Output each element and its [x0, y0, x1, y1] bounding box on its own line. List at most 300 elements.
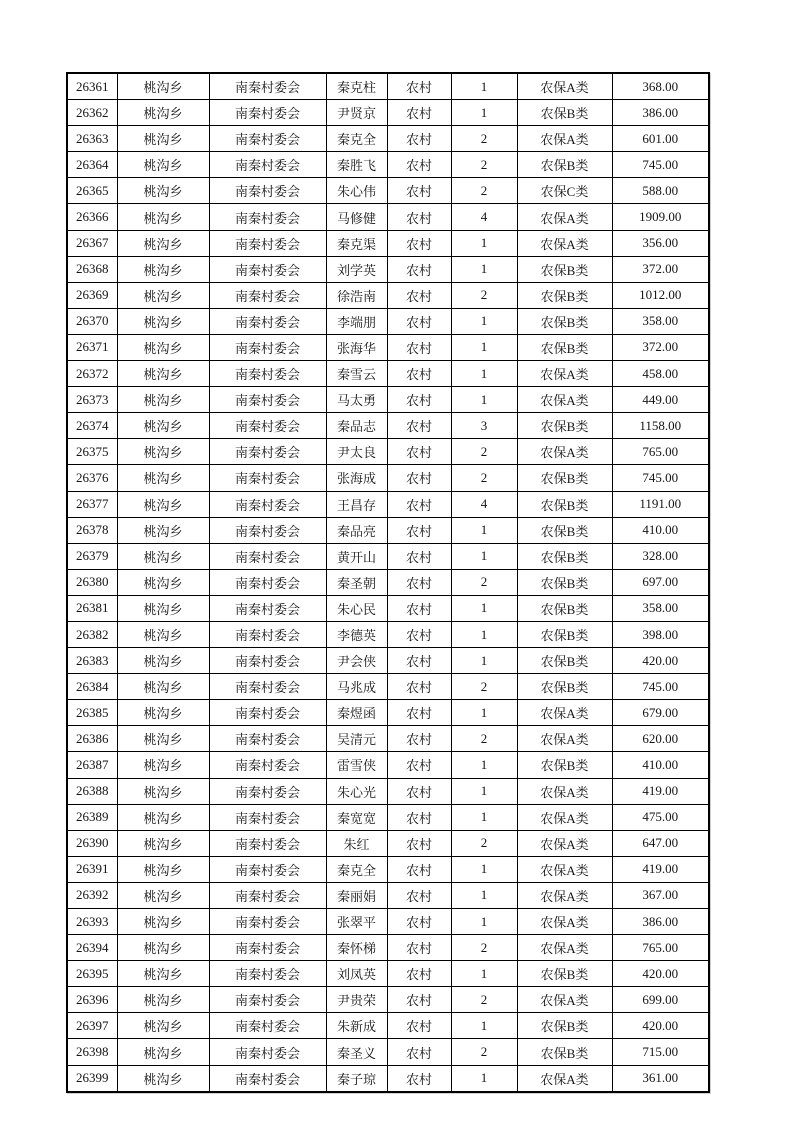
table-row [67, 987, 709, 1013]
cell-residence-type: 农村 [387, 752, 451, 778]
table-row [67, 413, 709, 439]
cell-record-id: 26390 [67, 830, 117, 856]
cell-village-committee: 南秦村委会 [209, 778, 326, 804]
cell-amount: 367.00 [612, 882, 709, 908]
cell-residence-type: 农村 [387, 726, 451, 752]
cell-person-name: 雷雪侠 [326, 752, 387, 778]
cell-amount: 420.00 [612, 1013, 709, 1039]
cell-township: 桃沟乡 [117, 961, 209, 987]
table-row [67, 308, 709, 334]
cell-amount: 419.00 [612, 778, 709, 804]
cell-residence-type: 农村 [387, 621, 451, 647]
cell-township: 桃沟乡 [117, 517, 209, 543]
cell-person-count: 2 [451, 674, 517, 700]
cell-person-count: 1 [451, 73, 517, 100]
cell-person-count: 1 [451, 621, 517, 647]
cell-record-id: 26399 [67, 1065, 117, 1092]
cell-residence-type: 农村 [387, 595, 451, 621]
cell-record-id: 26398 [67, 1039, 117, 1065]
cell-residence-type: 农村 [387, 648, 451, 674]
cell-village-committee: 南秦村委会 [209, 621, 326, 647]
table-row [67, 126, 709, 152]
cell-residence-type: 农村 [387, 830, 451, 856]
cell-insurance-category: 农保B类 [517, 465, 612, 491]
cell-insurance-category: 农保B类 [517, 961, 612, 987]
cell-village-committee: 南秦村委会 [209, 700, 326, 726]
cell-person-name: 秦克全 [326, 856, 387, 882]
cell-township: 桃沟乡 [117, 830, 209, 856]
cell-record-id: 26396 [67, 987, 117, 1013]
cell-residence-type: 农村 [387, 387, 451, 413]
cell-village-committee: 南秦村委会 [209, 387, 326, 413]
cell-amount: 1012.00 [612, 282, 709, 308]
cell-insurance-category: 农保B类 [517, 1039, 612, 1065]
cell-township: 桃沟乡 [117, 882, 209, 908]
cell-residence-type: 农村 [387, 569, 451, 595]
cell-residence-type: 农村 [387, 152, 451, 178]
cell-person-name: 黄开山 [326, 543, 387, 569]
cell-record-id: 26386 [67, 726, 117, 752]
cell-person-name: 尹太良 [326, 439, 387, 465]
cell-insurance-category: 农保A类 [517, 439, 612, 465]
cell-record-id: 26371 [67, 334, 117, 360]
cell-insurance-category: 农保B类 [517, 308, 612, 334]
cell-village-committee: 南秦村委会 [209, 752, 326, 778]
cell-amount: 386.00 [612, 100, 709, 126]
cell-village-committee: 南秦村委会 [209, 595, 326, 621]
cell-township: 桃沟乡 [117, 648, 209, 674]
cell-insurance-category: 农保B类 [517, 334, 612, 360]
cell-person-name: 秦煜函 [326, 700, 387, 726]
cell-person-count: 2 [451, 1039, 517, 1065]
cell-residence-type: 农村 [387, 334, 451, 360]
cell-record-id: 26389 [67, 804, 117, 830]
cell-insurance-category: 农保A类 [517, 882, 612, 908]
cell-residence-type: 农村 [387, 100, 451, 126]
cell-insurance-category: 农保A类 [517, 204, 612, 230]
cell-township: 桃沟乡 [117, 1013, 209, 1039]
cell-person-name: 王昌存 [326, 491, 387, 517]
cell-township: 桃沟乡 [117, 909, 209, 935]
cell-amount: 475.00 [612, 804, 709, 830]
cell-insurance-category: 农保B类 [517, 152, 612, 178]
cell-person-count: 1 [451, 961, 517, 987]
cell-residence-type: 农村 [387, 961, 451, 987]
cell-person-count: 2 [451, 726, 517, 752]
cell-residence-type: 农村 [387, 1065, 451, 1092]
cell-insurance-category: 农保B类 [517, 413, 612, 439]
cell-amount: 679.00 [612, 700, 709, 726]
cell-insurance-category: 农保A类 [517, 830, 612, 856]
table-row [67, 100, 709, 126]
cell-amount: 1909.00 [612, 204, 709, 230]
cell-township: 桃沟乡 [117, 491, 209, 517]
cell-township: 桃沟乡 [117, 700, 209, 726]
cell-insurance-category: 农保A类 [517, 804, 612, 830]
cell-amount: 745.00 [612, 465, 709, 491]
cell-amount: 745.00 [612, 152, 709, 178]
cell-township: 桃沟乡 [117, 752, 209, 778]
cell-record-id: 26387 [67, 752, 117, 778]
cell-township: 桃沟乡 [117, 935, 209, 961]
cell-record-id: 26365 [67, 178, 117, 204]
cell-village-committee: 南秦村委会 [209, 726, 326, 752]
table-row [67, 361, 709, 387]
cell-village-committee: 南秦村委会 [209, 856, 326, 882]
cell-record-id: 26383 [67, 648, 117, 674]
cell-insurance-category: 农保B类 [517, 100, 612, 126]
cell-insurance-category: 农保B类 [517, 256, 612, 282]
cell-village-committee: 南秦村委会 [209, 648, 326, 674]
cell-person-name: 秦品志 [326, 413, 387, 439]
cell-village-committee: 南秦村委会 [209, 543, 326, 569]
cell-record-id: 26376 [67, 465, 117, 491]
cell-amount: 715.00 [612, 1039, 709, 1065]
table-row [67, 569, 709, 595]
cell-person-name: 秦子琼 [326, 1065, 387, 1092]
cell-village-committee: 南秦村委会 [209, 308, 326, 334]
table-row [67, 595, 709, 621]
table-row [67, 465, 709, 491]
table-row [67, 882, 709, 908]
table-row [67, 178, 709, 204]
cell-person-name: 朱心光 [326, 778, 387, 804]
cell-insurance-category: 农保A类 [517, 778, 612, 804]
cell-residence-type: 农村 [387, 126, 451, 152]
cell-person-count: 1 [451, 1065, 517, 1092]
cell-amount: 1191.00 [612, 491, 709, 517]
cell-person-name: 朱新成 [326, 1013, 387, 1039]
cell-insurance-category: 农保B类 [517, 674, 612, 700]
cell-township: 桃沟乡 [117, 256, 209, 282]
cell-amount: 588.00 [612, 178, 709, 204]
cell-township: 桃沟乡 [117, 204, 209, 230]
cell-insurance-category: 农保B类 [517, 543, 612, 569]
cell-insurance-category: 农保C类 [517, 178, 612, 204]
table-row [67, 282, 709, 308]
cell-residence-type: 农村 [387, 308, 451, 334]
cell-person-name: 张翠平 [326, 909, 387, 935]
cell-amount: 620.00 [612, 726, 709, 752]
table-row [67, 648, 709, 674]
cell-person-name: 尹贤京 [326, 100, 387, 126]
cell-amount: 358.00 [612, 308, 709, 334]
cell-village-committee: 南秦村委会 [209, 830, 326, 856]
cell-person-count: 2 [451, 987, 517, 1013]
cell-person-count: 1 [451, 648, 517, 674]
cell-insurance-category: 农保B类 [517, 752, 612, 778]
benefits-table [66, 72, 710, 1093]
table-row [67, 961, 709, 987]
cell-person-count: 2 [451, 935, 517, 961]
cell-township: 桃沟乡 [117, 465, 209, 491]
cell-township: 桃沟乡 [117, 387, 209, 413]
cell-village-committee: 南秦村委会 [209, 961, 326, 987]
cell-person-count: 4 [451, 491, 517, 517]
cell-person-count: 1 [451, 804, 517, 830]
cell-amount: 647.00 [612, 830, 709, 856]
cell-village-committee: 南秦村委会 [209, 674, 326, 700]
cell-record-id: 26377 [67, 491, 117, 517]
table-row [67, 700, 709, 726]
cell-person-count: 1 [451, 256, 517, 282]
cell-township: 桃沟乡 [117, 1065, 209, 1092]
cell-village-committee: 南秦村委会 [209, 334, 326, 360]
cell-record-id: 26370 [67, 308, 117, 334]
cell-person-count: 1 [451, 100, 517, 126]
cell-record-id: 26394 [67, 935, 117, 961]
cell-residence-type: 农村 [387, 935, 451, 961]
cell-person-name: 马太勇 [326, 387, 387, 413]
cell-person-name: 秦品亮 [326, 517, 387, 543]
cell-residence-type: 农村 [387, 674, 451, 700]
cell-record-id: 26388 [67, 778, 117, 804]
table-row [67, 491, 709, 517]
cell-record-id: 26363 [67, 126, 117, 152]
cell-insurance-category: 农保A类 [517, 73, 612, 100]
cell-person-name: 刘凤英 [326, 961, 387, 987]
cell-village-committee: 南秦村委会 [209, 100, 326, 126]
cell-insurance-category: 农保B类 [517, 1013, 612, 1039]
cell-person-count: 2 [451, 126, 517, 152]
cell-record-id: 26361 [67, 73, 117, 100]
cell-person-name: 秦雪云 [326, 361, 387, 387]
cell-residence-type: 农村 [387, 1039, 451, 1065]
cell-village-committee: 南秦村委会 [209, 882, 326, 908]
cell-village-committee: 南秦村委会 [209, 126, 326, 152]
cell-amount: 765.00 [612, 935, 709, 961]
cell-person-count: 1 [451, 361, 517, 387]
cell-residence-type: 农村 [387, 413, 451, 439]
cell-record-id: 26385 [67, 700, 117, 726]
cell-village-committee: 南秦村委会 [209, 282, 326, 308]
cell-person-name: 刘学英 [326, 256, 387, 282]
cell-person-count: 2 [451, 178, 517, 204]
cell-township: 桃沟乡 [117, 73, 209, 100]
table-row [67, 935, 709, 961]
cell-township: 桃沟乡 [117, 413, 209, 439]
table-row [67, 73, 709, 100]
cell-residence-type: 农村 [387, 204, 451, 230]
cell-township: 桃沟乡 [117, 230, 209, 256]
cell-residence-type: 农村 [387, 439, 451, 465]
cell-record-id: 26393 [67, 909, 117, 935]
cell-township: 桃沟乡 [117, 674, 209, 700]
cell-village-committee: 南秦村委会 [209, 517, 326, 543]
cell-insurance-category: 农保B类 [517, 648, 612, 674]
cell-village-committee: 南秦村委会 [209, 491, 326, 517]
cell-village-committee: 南秦村委会 [209, 987, 326, 1013]
cell-amount: 601.00 [612, 126, 709, 152]
cell-amount: 410.00 [612, 517, 709, 543]
cell-township: 桃沟乡 [117, 308, 209, 334]
cell-record-id: 26384 [67, 674, 117, 700]
table-row [67, 204, 709, 230]
cell-village-committee: 南秦村委会 [209, 152, 326, 178]
table-row [67, 778, 709, 804]
cell-person-name: 张海华 [326, 334, 387, 360]
table-row [67, 1013, 709, 1039]
cell-person-name: 秦宽宽 [326, 804, 387, 830]
cell-residence-type: 农村 [387, 465, 451, 491]
cell-record-id: 26367 [67, 230, 117, 256]
cell-village-committee: 南秦村委会 [209, 230, 326, 256]
cell-person-name: 秦胜飞 [326, 152, 387, 178]
cell-amount: 458.00 [612, 361, 709, 387]
cell-person-count: 4 [451, 204, 517, 230]
cell-residence-type: 农村 [387, 804, 451, 830]
cell-insurance-category: 农保B类 [517, 491, 612, 517]
cell-person-count: 2 [451, 152, 517, 178]
table-row [67, 856, 709, 882]
cell-person-count: 1 [451, 517, 517, 543]
cell-residence-type: 农村 [387, 517, 451, 543]
cell-township: 桃沟乡 [117, 334, 209, 360]
cell-person-name: 秦圣朝 [326, 569, 387, 595]
cell-amount: 398.00 [612, 621, 709, 647]
cell-amount: 420.00 [612, 961, 709, 987]
table-row [67, 1065, 709, 1092]
cell-amount: 361.00 [612, 1065, 709, 1092]
table-row [67, 726, 709, 752]
cell-insurance-category: 农保A类 [517, 1065, 612, 1092]
cell-record-id: 26397 [67, 1013, 117, 1039]
cell-person-name: 秦克渠 [326, 230, 387, 256]
cell-village-committee: 南秦村委会 [209, 178, 326, 204]
cell-village-committee: 南秦村委会 [209, 361, 326, 387]
cell-amount: 420.00 [612, 648, 709, 674]
cell-person-count: 1 [451, 1013, 517, 1039]
cell-record-id: 26375 [67, 439, 117, 465]
cell-residence-type: 农村 [387, 361, 451, 387]
cell-person-count: 1 [451, 595, 517, 621]
table-row [67, 752, 709, 778]
cell-village-committee: 南秦村委会 [209, 1013, 326, 1039]
cell-person-count: 1 [451, 308, 517, 334]
cell-township: 桃沟乡 [117, 152, 209, 178]
cell-person-name: 秦克柱 [326, 73, 387, 100]
cell-village-committee: 南秦村委会 [209, 909, 326, 935]
cell-residence-type: 农村 [387, 178, 451, 204]
table-row [67, 256, 709, 282]
cell-residence-type: 农村 [387, 73, 451, 100]
cell-township: 桃沟乡 [117, 1039, 209, 1065]
cell-village-committee: 南秦村委会 [209, 413, 326, 439]
table-row [67, 621, 709, 647]
cell-insurance-category: 农保A类 [517, 126, 612, 152]
cell-insurance-category: 农保A类 [517, 935, 612, 961]
cell-residence-type: 农村 [387, 987, 451, 1013]
cell-residence-type: 农村 [387, 543, 451, 569]
cell-insurance-category: 农保B类 [517, 282, 612, 308]
cell-insurance-category: 农保B类 [517, 517, 612, 543]
cell-township: 桃沟乡 [117, 621, 209, 647]
cell-residence-type: 农村 [387, 882, 451, 908]
table-row [67, 439, 709, 465]
cell-amount: 697.00 [612, 569, 709, 595]
cell-record-id: 26366 [67, 204, 117, 230]
cell-village-committee: 南秦村委会 [209, 204, 326, 230]
cell-amount: 328.00 [612, 543, 709, 569]
cell-person-name: 李德英 [326, 621, 387, 647]
table-row [67, 804, 709, 830]
cell-person-name: 李端朋 [326, 308, 387, 334]
cell-residence-type: 农村 [387, 700, 451, 726]
table-body [67, 73, 709, 1092]
cell-record-id: 26364 [67, 152, 117, 178]
cell-village-committee: 南秦村委会 [209, 1065, 326, 1092]
cell-person-count: 1 [451, 778, 517, 804]
cell-record-id: 26382 [67, 621, 117, 647]
cell-person-count: 1 [451, 334, 517, 360]
cell-amount: 368.00 [612, 73, 709, 100]
cell-residence-type: 农村 [387, 778, 451, 804]
table-row [67, 152, 709, 178]
cell-person-name: 秦克全 [326, 126, 387, 152]
cell-village-committee: 南秦村委会 [209, 935, 326, 961]
cell-insurance-category: 农保A类 [517, 856, 612, 882]
cell-insurance-category: 农保A类 [517, 230, 612, 256]
cell-person-name: 秦圣义 [326, 1039, 387, 1065]
cell-township: 桃沟乡 [117, 856, 209, 882]
cell-residence-type: 农村 [387, 230, 451, 256]
cell-person-count: 1 [451, 387, 517, 413]
cell-amount: 386.00 [612, 909, 709, 935]
cell-person-count: 1 [451, 882, 517, 908]
cell-amount: 419.00 [612, 856, 709, 882]
cell-village-committee: 南秦村委会 [209, 569, 326, 595]
cell-record-id: 26380 [67, 569, 117, 595]
cell-person-name: 尹会侠 [326, 648, 387, 674]
cell-insurance-category: 农保A类 [517, 726, 612, 752]
cell-record-id: 26379 [67, 543, 117, 569]
cell-person-count: 2 [451, 439, 517, 465]
cell-person-name: 朱心民 [326, 595, 387, 621]
cell-person-name: 马兆成 [326, 674, 387, 700]
cell-person-name: 朱红 [326, 830, 387, 856]
cell-township: 桃沟乡 [117, 595, 209, 621]
cell-person-name: 马修健 [326, 204, 387, 230]
cell-person-name: 秦怀梯 [326, 935, 387, 961]
cell-person-count: 1 [451, 752, 517, 778]
cell-residence-type: 农村 [387, 491, 451, 517]
cell-person-count: 2 [451, 282, 517, 308]
cell-person-name: 尹贵荣 [326, 987, 387, 1013]
cell-township: 桃沟乡 [117, 987, 209, 1013]
cell-township: 桃沟乡 [117, 361, 209, 387]
cell-person-count: 2 [451, 465, 517, 491]
table-row [67, 674, 709, 700]
cell-person-count: 1 [451, 700, 517, 726]
cell-insurance-category: 农保A类 [517, 700, 612, 726]
cell-township: 桃沟乡 [117, 439, 209, 465]
cell-person-count: 3 [451, 413, 517, 439]
cell-insurance-category: 农保A类 [517, 387, 612, 413]
cell-person-name: 吴清元 [326, 726, 387, 752]
cell-person-name: 秦丽娟 [326, 882, 387, 908]
cell-insurance-category: 农保B类 [517, 595, 612, 621]
cell-record-id: 26378 [67, 517, 117, 543]
cell-residence-type: 农村 [387, 1013, 451, 1039]
cell-person-count: 1 [451, 230, 517, 256]
cell-person-count: 1 [451, 909, 517, 935]
cell-village-committee: 南秦村委会 [209, 465, 326, 491]
cell-amount: 358.00 [612, 595, 709, 621]
cell-township: 桃沟乡 [117, 178, 209, 204]
cell-amount: 372.00 [612, 256, 709, 282]
cell-township: 桃沟乡 [117, 100, 209, 126]
cell-amount: 765.00 [612, 439, 709, 465]
